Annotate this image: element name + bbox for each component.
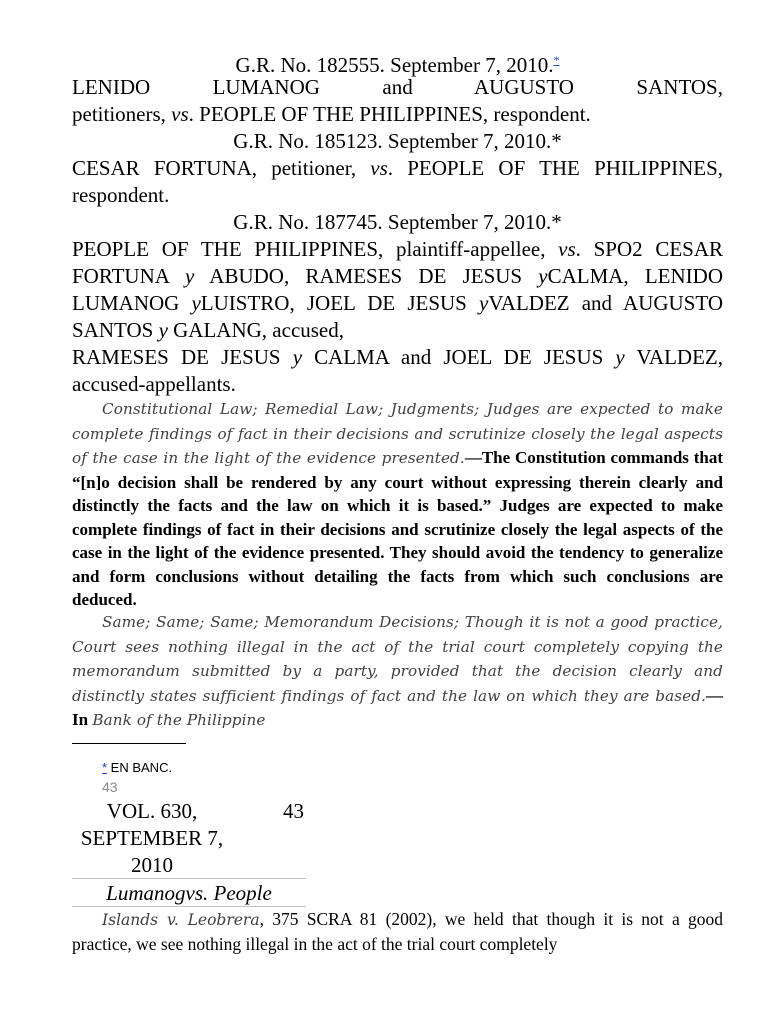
footnote <box>102 760 172 775</box>
case3-y: y <box>479 291 489 315</box>
header-date-line1: SEPTEMBER 7, <box>80 826 224 850</box>
header-page-number: 43 <box>283 799 304 823</box>
case3-vs: vs <box>558 237 576 261</box>
page-number: 43 <box>102 779 118 795</box>
case3-text: CALMA and JOEL DE JESUS <box>302 345 616 369</box>
running-header-volume <box>72 798 232 879</box>
case3-gr-line: G.R. No. 187745. September 7, 2010.* <box>233 210 562 234</box>
case1-gr-text: G.R. No. 182555. September 7, 2010. <box>235 53 554 77</box>
case3-text: PEOPLE OF THE PHILIPPINES, plaintiff-appellee, <box>72 237 559 261</box>
case3-text: CALMA, LENIDO LUMANOG <box>72 264 723 315</box>
case1-parties-line1: LENIDO LUMANOG and AUGUSTO SANTOS, <box>72 75 723 99</box>
case3-y: y <box>191 291 201 315</box>
footnote-separator <box>72 743 186 744</box>
case3-text: VALDEZ and AUGUSTO SANTOS <box>72 291 723 342</box>
case3-parties <box>72 236 723 344</box>
syllabus2-topics: Same; Same; Same; Memorandum Decisions; Though it is not a good practice, Court sees nothing illegal in the act of the trial court completely copying the memorandum submitted by a party, provided that the decision clearly and distinctly states sufficient findings of fact and the law on which they are based. <box>72 613 723 705</box>
case2-petitioner: CESAR FORTUNA, petitioner, <box>72 156 371 180</box>
syllabus1-body: —The Constitution commands that “[n]o decision shall be rendered by any court without expressing therein clearly and distinctly the facts and the law on which it is based.” Judges are expected to make complete findings of fact in their decisions and scrutinize closely the legal aspects of the case in the light of the evidence presented. They should avoid the tendency to generalize and form conclusions without detailing the facts from which such conclusions are deduced. <box>72 448 723 609</box>
syllabus-paragraph-2 <box>72 610 723 733</box>
case3-y: y <box>158 318 168 342</box>
case3-y: y <box>615 345 625 369</box>
case1-vs: vs <box>171 102 189 126</box>
case2-parties <box>72 155 723 209</box>
footnote-link[interactable]: * <box>553 53 560 67</box>
syllabus2-case-ref: Bank of the Philippine <box>92 711 266 729</box>
case3-text: RAMESES DE JESUS <box>72 345 293 369</box>
case2-vs: vs <box>370 156 388 180</box>
continuation-case-ref: Islands v. Leobrera <box>102 911 260 929</box>
case1-petitioners: petitioners, <box>72 102 172 126</box>
case3-text: ABUDO, RAMESES DE JESUS <box>194 264 539 288</box>
header-rule-top <box>72 878 306 879</box>
syllabus2-dash-in: —In <box>72 685 723 729</box>
case2-gr-line: G.R. No. 185123. September 7, 2010.* <box>233 129 562 153</box>
case3-text: LUISTRO, JOEL DE JESUS <box>200 291 479 315</box>
running-title-vs: vs <box>185 881 204 905</box>
case3-y: y <box>184 264 195 288</box>
header-vol: VOL. 630, <box>106 799 198 823</box>
case1-respondent: . PEOPLE OF THE PHILIPPINES, respondent. <box>188 102 591 126</box>
case3-text: VALDEZ, accused-appellants. <box>72 345 723 396</box>
case3-y: y <box>538 264 548 288</box>
case1-parties-line2 <box>72 101 723 128</box>
footnote-text: EN BANC. <box>107 760 173 775</box>
syllabus1-topics: Constitutional Law; Remedial Law; Judgments; Judges are expected to make complete findings of fact in their decisions and scrutinize closely the legal aspects of the case in the light of the evidence presented. <box>72 400 723 467</box>
case2-respondent: . PEOPLE OF THE PHILIPPINES, respondent. <box>72 156 724 207</box>
header-date-line2: 2010 <box>131 853 173 877</box>
case3-appellants <box>72 344 723 398</box>
syllabus-paragraph-1 <box>72 397 723 612</box>
running-title-b: . People <box>203 881 272 905</box>
case3-y: y <box>292 345 303 369</box>
continuation-text: , 375 SCRA 81 (2002), we held that though it is not a good practice, we see nothing illegal in the act of the trial court completely <box>72 909 723 954</box>
running-title-a: Lumanog <box>106 881 186 905</box>
footnote-marker-link[interactable]: * <box>102 760 108 775</box>
case3-text: GALANG, accused, <box>167 318 345 342</box>
continuation-paragraph <box>72 907 723 956</box>
running-title <box>72 880 306 907</box>
case3-text: . SPO2 CESAR FORTUNA <box>72 237 724 288</box>
